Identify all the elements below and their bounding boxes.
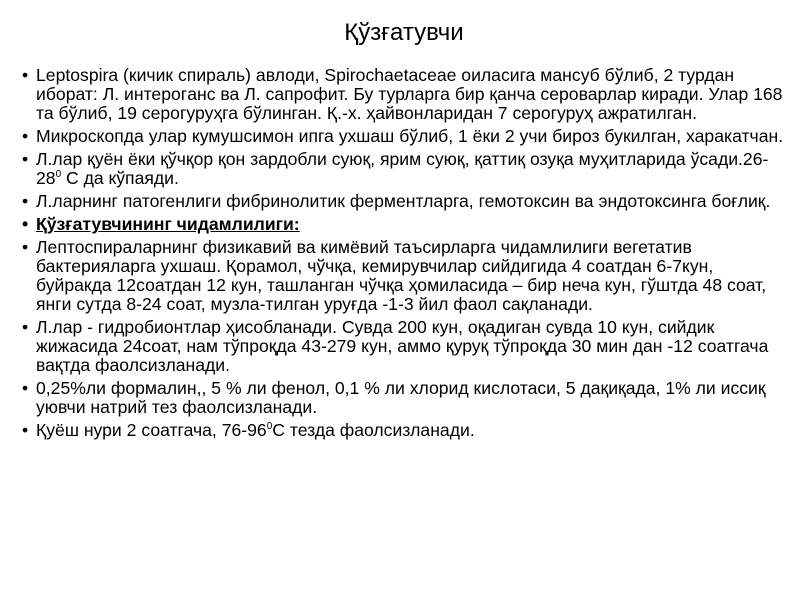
superscript: 0: [55, 169, 62, 181]
section-heading: • Қўзғатувчининг чидамлилиги:: [22, 215, 786, 234]
bullet-item: • Leptospira (кичик спираль) авлоди, Spirochaetaceae оиласига мансуб бўлиб, 2 турдан иборат: Л. интерогaнс ва Л. сапрофит. Бу турларга бир қанча сероварлар киради. Улар 168 та бўлиб, 19 серогуруҳга бўлинган. Қ.-х. ҳайвонларидан 7 серогуруҳ ажратилган.: [22, 66, 786, 123]
bullet-text: С тезда фаолсизланади.: [272, 420, 475, 440]
superscript: 0: [266, 421, 273, 433]
slide-title: Қўзғатувчи: [344, 19, 464, 46]
bullet-item: [22, 150, 786, 188]
bullet-text: С да кўпаяди.: [61, 168, 179, 188]
bullet-item: [22, 421, 786, 440]
bullet-item: • Лептоспираларнинг физикавий ва кимёвий таъсирларга чидамлилиги вегетатив бактерияларга ухшаш. Қорамол, чўчқа, кемирувчилар сийдигида 4 соатдан 6-7кун, буйракда 12соатдан 12 кун, ташланган чўчқа ҳомиласида – бир неча кун, гўштда 48 соат, янги сутда 8-24 соат, музла-тилган уруғда -1-3 йил фаол сақланади.: [22, 238, 786, 314]
bullet-item: • Л.ларнинг патогенлиги фибринолитик ферментларга, гемотоксин ва эндотоксинга боғлиқ.: [22, 192, 786, 211]
bullet-item: • Микроскопда улар кумушсимон ипга ухшаш бўлиб, 1 ёки 2 учи бироз букилган, харакатчан.: [22, 127, 786, 146]
bullet-item: • 0,25%ли формалин,, 5 % ли фенол, 0,1 % ли хлорид кислотаси, 5 дақиқада, 1% ли иссиқ уювчи натрий тез фаолсизланади.: [22, 379, 786, 417]
bullet-item: • Л.лар - гидробионтлар ҳисобланади. Сувда 200 кун, оқадиган сувда 10 кун, сийдик жижасида 24соат, нам тўпроқда 43-279 кун, аммо қуруқ тўпроқда 30 мин дан -12 соатгача вақтда фаолсизланади.: [22, 318, 786, 375]
bullet-list: [22, 66, 786, 440]
bullet-text: Қуёш нури 2 соатгача, 76-96: [36, 420, 267, 440]
bullet-text: Л.лар қуён ёки қўчқор қон зардобли суюқ, ярим суюқ, қаттиқ озуқа муҳитларида ўсади.26-28: [36, 149, 769, 188]
